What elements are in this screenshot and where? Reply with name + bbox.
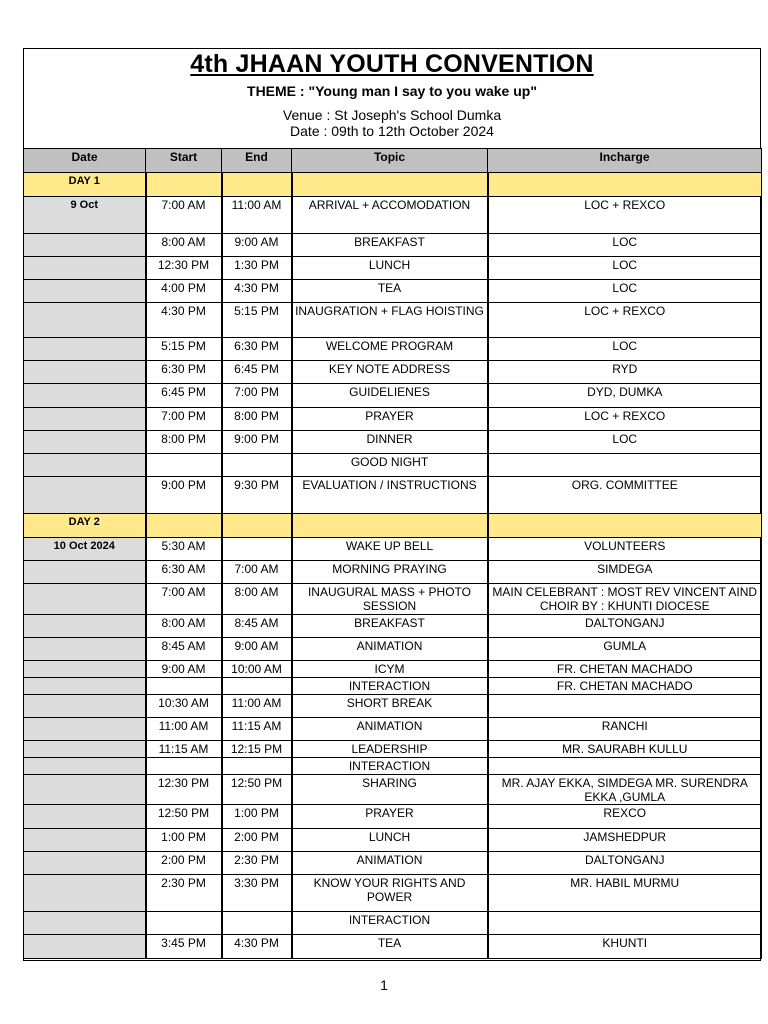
venue-line: Venue : St Joseph's School Dumka — [282, 107, 502, 123]
date-cell — [24, 935, 146, 959]
end-cell: 1:30 PM — [222, 257, 292, 280]
end-cell: 6:45 PM — [222, 361, 292, 384]
schedule-table — [23, 148, 762, 959]
topic-cell: ANIMATION — [292, 852, 488, 875]
date-cell — [24, 477, 146, 514]
table-row — [24, 477, 762, 514]
end-cell: 1:00 PM — [222, 805, 292, 829]
incharge-cell: MR. SAURABH KULLU — [488, 741, 762, 758]
start-cell: 5:15 PM — [146, 338, 222, 361]
start-cell: 8:00 AM — [146, 234, 222, 257]
table-row — [24, 197, 762, 234]
date-cell — [24, 338, 146, 361]
end-cell: 5:15 PM — [222, 303, 292, 338]
incharge-cell: DYD, DUMKA — [488, 384, 762, 408]
table-row — [24, 829, 762, 852]
date-cell — [24, 257, 146, 280]
incharge-cell: REXCO — [488, 805, 762, 829]
date-cell — [24, 695, 146, 718]
start-cell: 9:00 AM — [146, 661, 222, 678]
table-row — [24, 775, 762, 805]
start-cell — [146, 454, 222, 477]
topic-cell: TEA — [292, 280, 488, 303]
table-row — [24, 875, 762, 912]
end-cell: 9:00 AM — [222, 638, 292, 661]
table-row — [24, 718, 762, 741]
end-cell: 12:50 PM — [222, 775, 292, 805]
date-cell — [24, 384, 146, 408]
date-cell — [24, 875, 146, 912]
incharge-cell: FR. CHETAN MACHADO — [488, 661, 762, 678]
topic-cell: ARRIVAL + ACCOMODATION — [292, 197, 488, 234]
topic-cell: GUIDELIENES — [292, 384, 488, 408]
end-cell: 4:30 PM — [222, 935, 292, 959]
date-cell — [24, 454, 146, 477]
table-row — [24, 695, 762, 718]
topic-cell: ANIMATION — [292, 718, 488, 741]
table-row — [24, 538, 762, 561]
column-header-date: Date — [24, 149, 146, 173]
incharge-cell: MR. AJAY EKKA, SIMDEGA MR. SURENDRA EKKA ,GUMLA — [488, 775, 762, 805]
date-cell — [24, 852, 146, 875]
topic-cell: EVALUATION / INSTRUCTIONS — [292, 477, 488, 514]
end-cell: 9:30 PM — [222, 477, 292, 514]
table-row — [24, 852, 762, 875]
end-cell: 11:00 AM — [222, 695, 292, 718]
date-cell — [24, 805, 146, 829]
column-header-incharge: Incharge — [488, 149, 762, 173]
incharge-cell: RANCHI — [488, 718, 762, 741]
date-cell — [24, 829, 146, 852]
table-row — [24, 678, 762, 695]
document-header — [23, 48, 761, 148]
topic-cell: LEADERSHIP — [292, 741, 488, 758]
date-cell: 9 Oct — [24, 197, 146, 234]
end-cell: 4:30 PM — [222, 280, 292, 303]
start-cell: 11:00 AM — [146, 718, 222, 741]
incharge-cell — [488, 514, 762, 538]
end-cell — [222, 454, 292, 477]
start-cell: 12:30 PM — [146, 775, 222, 805]
start-cell: 2:00 PM — [146, 852, 222, 875]
date-cell — [24, 678, 146, 695]
incharge-cell: RYD — [488, 361, 762, 384]
incharge-cell — [488, 912, 762, 935]
incharge-cell: LOC — [488, 280, 762, 303]
incharge-cell: VOLUNTEERS — [488, 538, 762, 561]
table-row — [24, 584, 762, 615]
date-cell — [24, 561, 146, 584]
end-cell: 11:00 AM — [222, 197, 292, 234]
topic-cell — [292, 514, 488, 538]
document-title: 4th JHAAN YOUTH CONVENTION — [190, 50, 594, 78]
incharge-cell: DALTONGANJ — [488, 615, 762, 638]
date-cell: DAY 2 — [24, 514, 146, 538]
end-cell: 8:00 PM — [222, 408, 292, 431]
incharge-cell — [488, 758, 762, 775]
date-cell — [24, 361, 146, 384]
table-row — [24, 384, 762, 408]
date-cell — [24, 775, 146, 805]
end-cell: 6:30 PM — [222, 338, 292, 361]
start-cell: 5:30 AM — [146, 538, 222, 561]
topic-cell: KNOW YOUR RIGHTS AND POWER — [292, 875, 488, 912]
date-cell — [24, 303, 146, 338]
start-cell — [146, 758, 222, 775]
start-cell — [146, 678, 222, 695]
incharge-cell: KHUNTI — [488, 935, 762, 959]
start-cell: 7:00 AM — [146, 197, 222, 234]
table-row — [24, 661, 762, 678]
topic-cell: LUNCH — [292, 829, 488, 852]
table-row — [24, 361, 762, 384]
start-cell: 8:00 PM — [146, 431, 222, 454]
end-cell: 2:30 PM — [222, 852, 292, 875]
end-cell: 7:00 AM — [222, 561, 292, 584]
date-cell: DAY 1 — [24, 173, 146, 197]
end-cell: 8:00 AM — [222, 584, 292, 615]
date-cell — [24, 280, 146, 303]
topic-cell: KEY NOTE ADDRESS — [292, 361, 488, 384]
topic-cell: BREAKFAST — [292, 234, 488, 257]
topic-cell: INTERACTION — [292, 678, 488, 695]
topic-cell: WELCOME PROGRAM — [292, 338, 488, 361]
topic-cell: BREAKFAST — [292, 615, 488, 638]
incharge-cell: LOC + REXCO — [488, 197, 762, 234]
date-cell — [24, 718, 146, 741]
table-row — [24, 280, 762, 303]
incharge-cell: LOC — [488, 234, 762, 257]
start-cell: 7:00 AM — [146, 584, 222, 615]
end-cell: 12:15 PM — [222, 741, 292, 758]
topic-cell: INTERACTION — [292, 758, 488, 775]
end-cell — [222, 173, 292, 197]
column-header-end: End — [222, 149, 292, 173]
page-number: 1 — [380, 977, 388, 993]
table-row — [24, 257, 762, 280]
date-cell — [24, 408, 146, 431]
schedule-body — [24, 173, 762, 959]
start-cell — [146, 912, 222, 935]
date-cell: 10 Oct 2024 — [24, 538, 146, 561]
topic-cell: PRAYER — [292, 805, 488, 829]
start-cell: 1:00 PM — [146, 829, 222, 852]
incharge-cell: SIMDEGA — [488, 561, 762, 584]
incharge-cell: MAIN CELEBRANT : MOST REV VINCENT AIND CHOIR BY : KHUNTI DIOCESE — [488, 584, 762, 615]
incharge-cell: DALTONGANJ — [488, 852, 762, 875]
start-cell: 8:00 AM — [146, 615, 222, 638]
topic-cell: ANIMATION — [292, 638, 488, 661]
start-cell: 10:30 AM — [146, 695, 222, 718]
theme-line: THEME : "Young man I say to you wake up" — [247, 83, 537, 99]
day-header-row — [24, 173, 762, 197]
date-cell — [24, 912, 146, 935]
table-row — [24, 234, 762, 257]
table-row — [24, 303, 762, 338]
topic-cell: INAUGURAL MASS + PHOTO SESSION — [292, 584, 488, 615]
end-cell: 8:45 AM — [222, 615, 292, 638]
start-cell — [146, 514, 222, 538]
end-cell: 9:00 AM — [222, 234, 292, 257]
start-cell: 11:15 AM — [146, 741, 222, 758]
table-row — [24, 638, 762, 661]
end-cell — [222, 514, 292, 538]
start-cell: 6:30 PM — [146, 361, 222, 384]
topic-cell: ICYM — [292, 661, 488, 678]
table-row — [24, 615, 762, 638]
start-cell: 7:00 PM — [146, 408, 222, 431]
end-cell — [222, 758, 292, 775]
start-cell: 6:30 AM — [146, 561, 222, 584]
table-row — [24, 805, 762, 829]
column-header-topic: Topic — [292, 149, 488, 173]
end-cell: 10:00 AM — [222, 661, 292, 678]
date-cell — [24, 615, 146, 638]
table-row — [24, 561, 762, 584]
table-row — [24, 408, 762, 431]
incharge-cell: LOC — [488, 257, 762, 280]
topic-cell: GOOD NIGHT — [292, 454, 488, 477]
header-row — [24, 149, 762, 173]
topic-cell: DINNER — [292, 431, 488, 454]
end-cell: 7:00 PM — [222, 384, 292, 408]
incharge-cell: MR. HABIL MURMU — [488, 875, 762, 912]
topic-cell: PRAYER — [292, 408, 488, 431]
date-cell — [24, 431, 146, 454]
topic-cell: SHARING — [292, 775, 488, 805]
date-cell — [24, 584, 146, 615]
start-cell: 12:30 PM — [146, 257, 222, 280]
end-cell: 9:00 PM — [222, 431, 292, 454]
date-cell — [24, 638, 146, 661]
start-cell — [146, 173, 222, 197]
topic-cell: TEA — [292, 935, 488, 959]
table-row — [24, 454, 762, 477]
topic-cell: SHORT BREAK — [292, 695, 488, 718]
table-row — [24, 431, 762, 454]
start-cell: 12:50 PM — [146, 805, 222, 829]
incharge-cell: JAMSHEDPUR — [488, 829, 762, 852]
incharge-cell: LOC + REXCO — [488, 408, 762, 431]
date-cell — [24, 758, 146, 775]
start-cell: 8:45 AM — [146, 638, 222, 661]
column-header-start: Start — [146, 149, 222, 173]
topic-cell: WAKE UP BELL — [292, 538, 488, 561]
start-cell: 2:30 PM — [146, 875, 222, 912]
incharge-cell — [488, 173, 762, 197]
end-cell — [222, 538, 292, 561]
incharge-cell: LOC — [488, 431, 762, 454]
table-row — [24, 935, 762, 959]
incharge-cell: ORG. COMMITTEE — [488, 477, 762, 514]
date-cell — [24, 741, 146, 758]
incharge-cell — [488, 695, 762, 718]
topic-cell: INAUGRATION + FLAG HOISTING — [292, 303, 488, 338]
end-cell: 3:30 PM — [222, 875, 292, 912]
topic-cell: LUNCH — [292, 257, 488, 280]
table-row — [24, 912, 762, 935]
incharge-cell: FR. CHETAN MACHADO — [488, 678, 762, 695]
start-cell: 3:45 PM — [146, 935, 222, 959]
end-cell — [222, 678, 292, 695]
end-cell: 2:00 PM — [222, 829, 292, 852]
table-row — [24, 741, 762, 758]
table-row — [24, 338, 762, 361]
table-row — [24, 758, 762, 775]
end-cell: 11:15 AM — [222, 718, 292, 741]
topic-cell: INTERACTION — [292, 912, 488, 935]
start-cell: 9:00 PM — [146, 477, 222, 514]
incharge-cell: GUMLA — [488, 638, 762, 661]
start-cell: 4:00 PM — [146, 280, 222, 303]
day-header-row — [24, 514, 762, 538]
start-cell: 6:45 PM — [146, 384, 222, 408]
incharge-cell — [488, 454, 762, 477]
end-cell — [222, 912, 292, 935]
date-cell — [24, 661, 146, 678]
date-line: Date : 09th to 12th October 2024 — [290, 123, 494, 139]
incharge-cell: LOC — [488, 338, 762, 361]
incharge-cell: LOC + REXCO — [488, 303, 762, 338]
topic-cell — [292, 173, 488, 197]
topic-cell: MORNING PRAYING — [292, 561, 488, 584]
date-cell — [24, 234, 146, 257]
start-cell: 4:30 PM — [146, 303, 222, 338]
